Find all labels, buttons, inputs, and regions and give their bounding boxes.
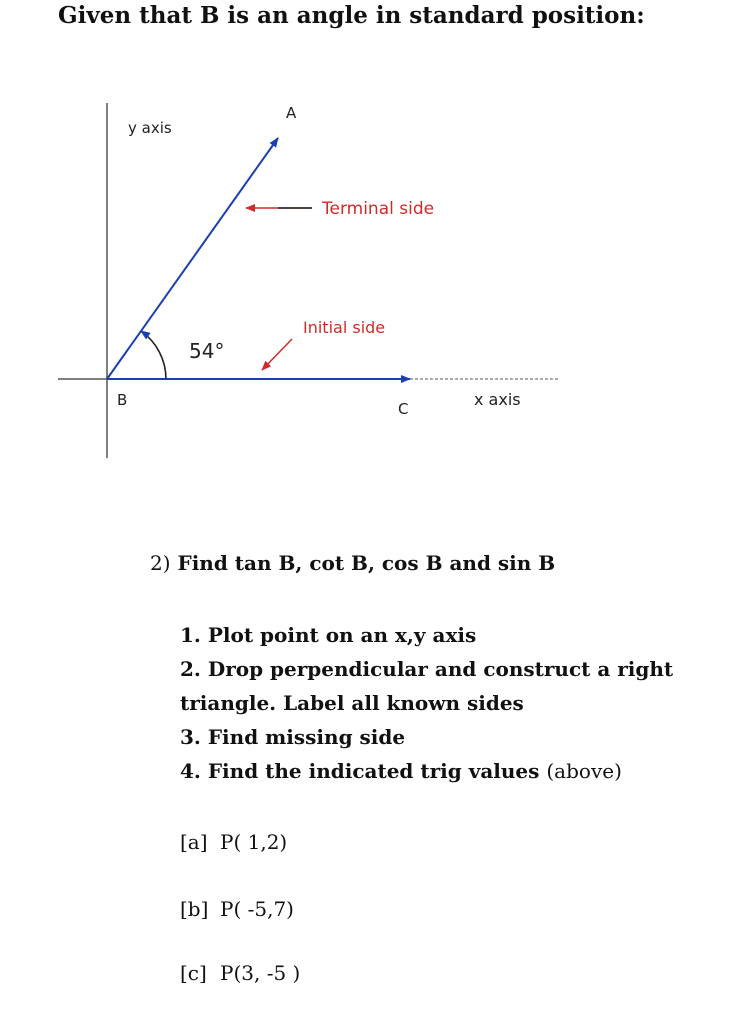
point-a-label: A: [286, 104, 297, 122]
step-text: Find missing side: [207, 725, 406, 749]
step-text: Find the indicated trig values: [207, 759, 540, 783]
x-axis-label: x axis: [474, 390, 521, 409]
step-number: 3.: [180, 725, 201, 749]
question-2: [150, 551, 555, 575]
point-b-label: B: [117, 391, 128, 409]
initial-callout-arrow: [262, 339, 292, 370]
part-tag: [a]: [180, 830, 208, 854]
step-number: 2.: [180, 657, 201, 681]
step-item: [180, 720, 720, 754]
terminal-side-label: Terminal side: [322, 199, 435, 219]
step-text: Drop perpendicular and construct a right triangle. Label all known sides: [180, 657, 674, 715]
question-number: 2): [150, 551, 171, 575]
step-list: [180, 618, 720, 788]
part-point: P(3, -5 ): [220, 961, 301, 985]
page-heading: Given that B is an angle in standard position:: [58, 2, 645, 29]
step-number: 1.: [180, 623, 201, 647]
part-tag: [c]: [180, 961, 207, 985]
step-item: [180, 652, 720, 720]
part-point: P( -5,7): [220, 897, 294, 921]
part-point: P( 1,2): [220, 830, 288, 854]
part-a: [180, 830, 287, 854]
part-c: [180, 961, 300, 985]
step-item: [180, 618, 720, 652]
step-number: 4.: [180, 759, 201, 783]
part-tag: [b]: [180, 897, 209, 921]
step-item: [180, 754, 720, 788]
y-axis-label: y axis: [128, 119, 172, 137]
part-b: [180, 897, 294, 921]
initial-side-label: Initial side: [303, 318, 386, 337]
point-c-label: C: [398, 400, 409, 418]
angle-label: 54°: [189, 339, 225, 363]
step-text: Plot point on an x,y axis: [207, 623, 477, 647]
step-suffix: (above): [546, 759, 622, 783]
angle-arc: [141, 331, 166, 379]
question-text: Find tan B, cot B, cos B and sin B: [177, 551, 556, 575]
